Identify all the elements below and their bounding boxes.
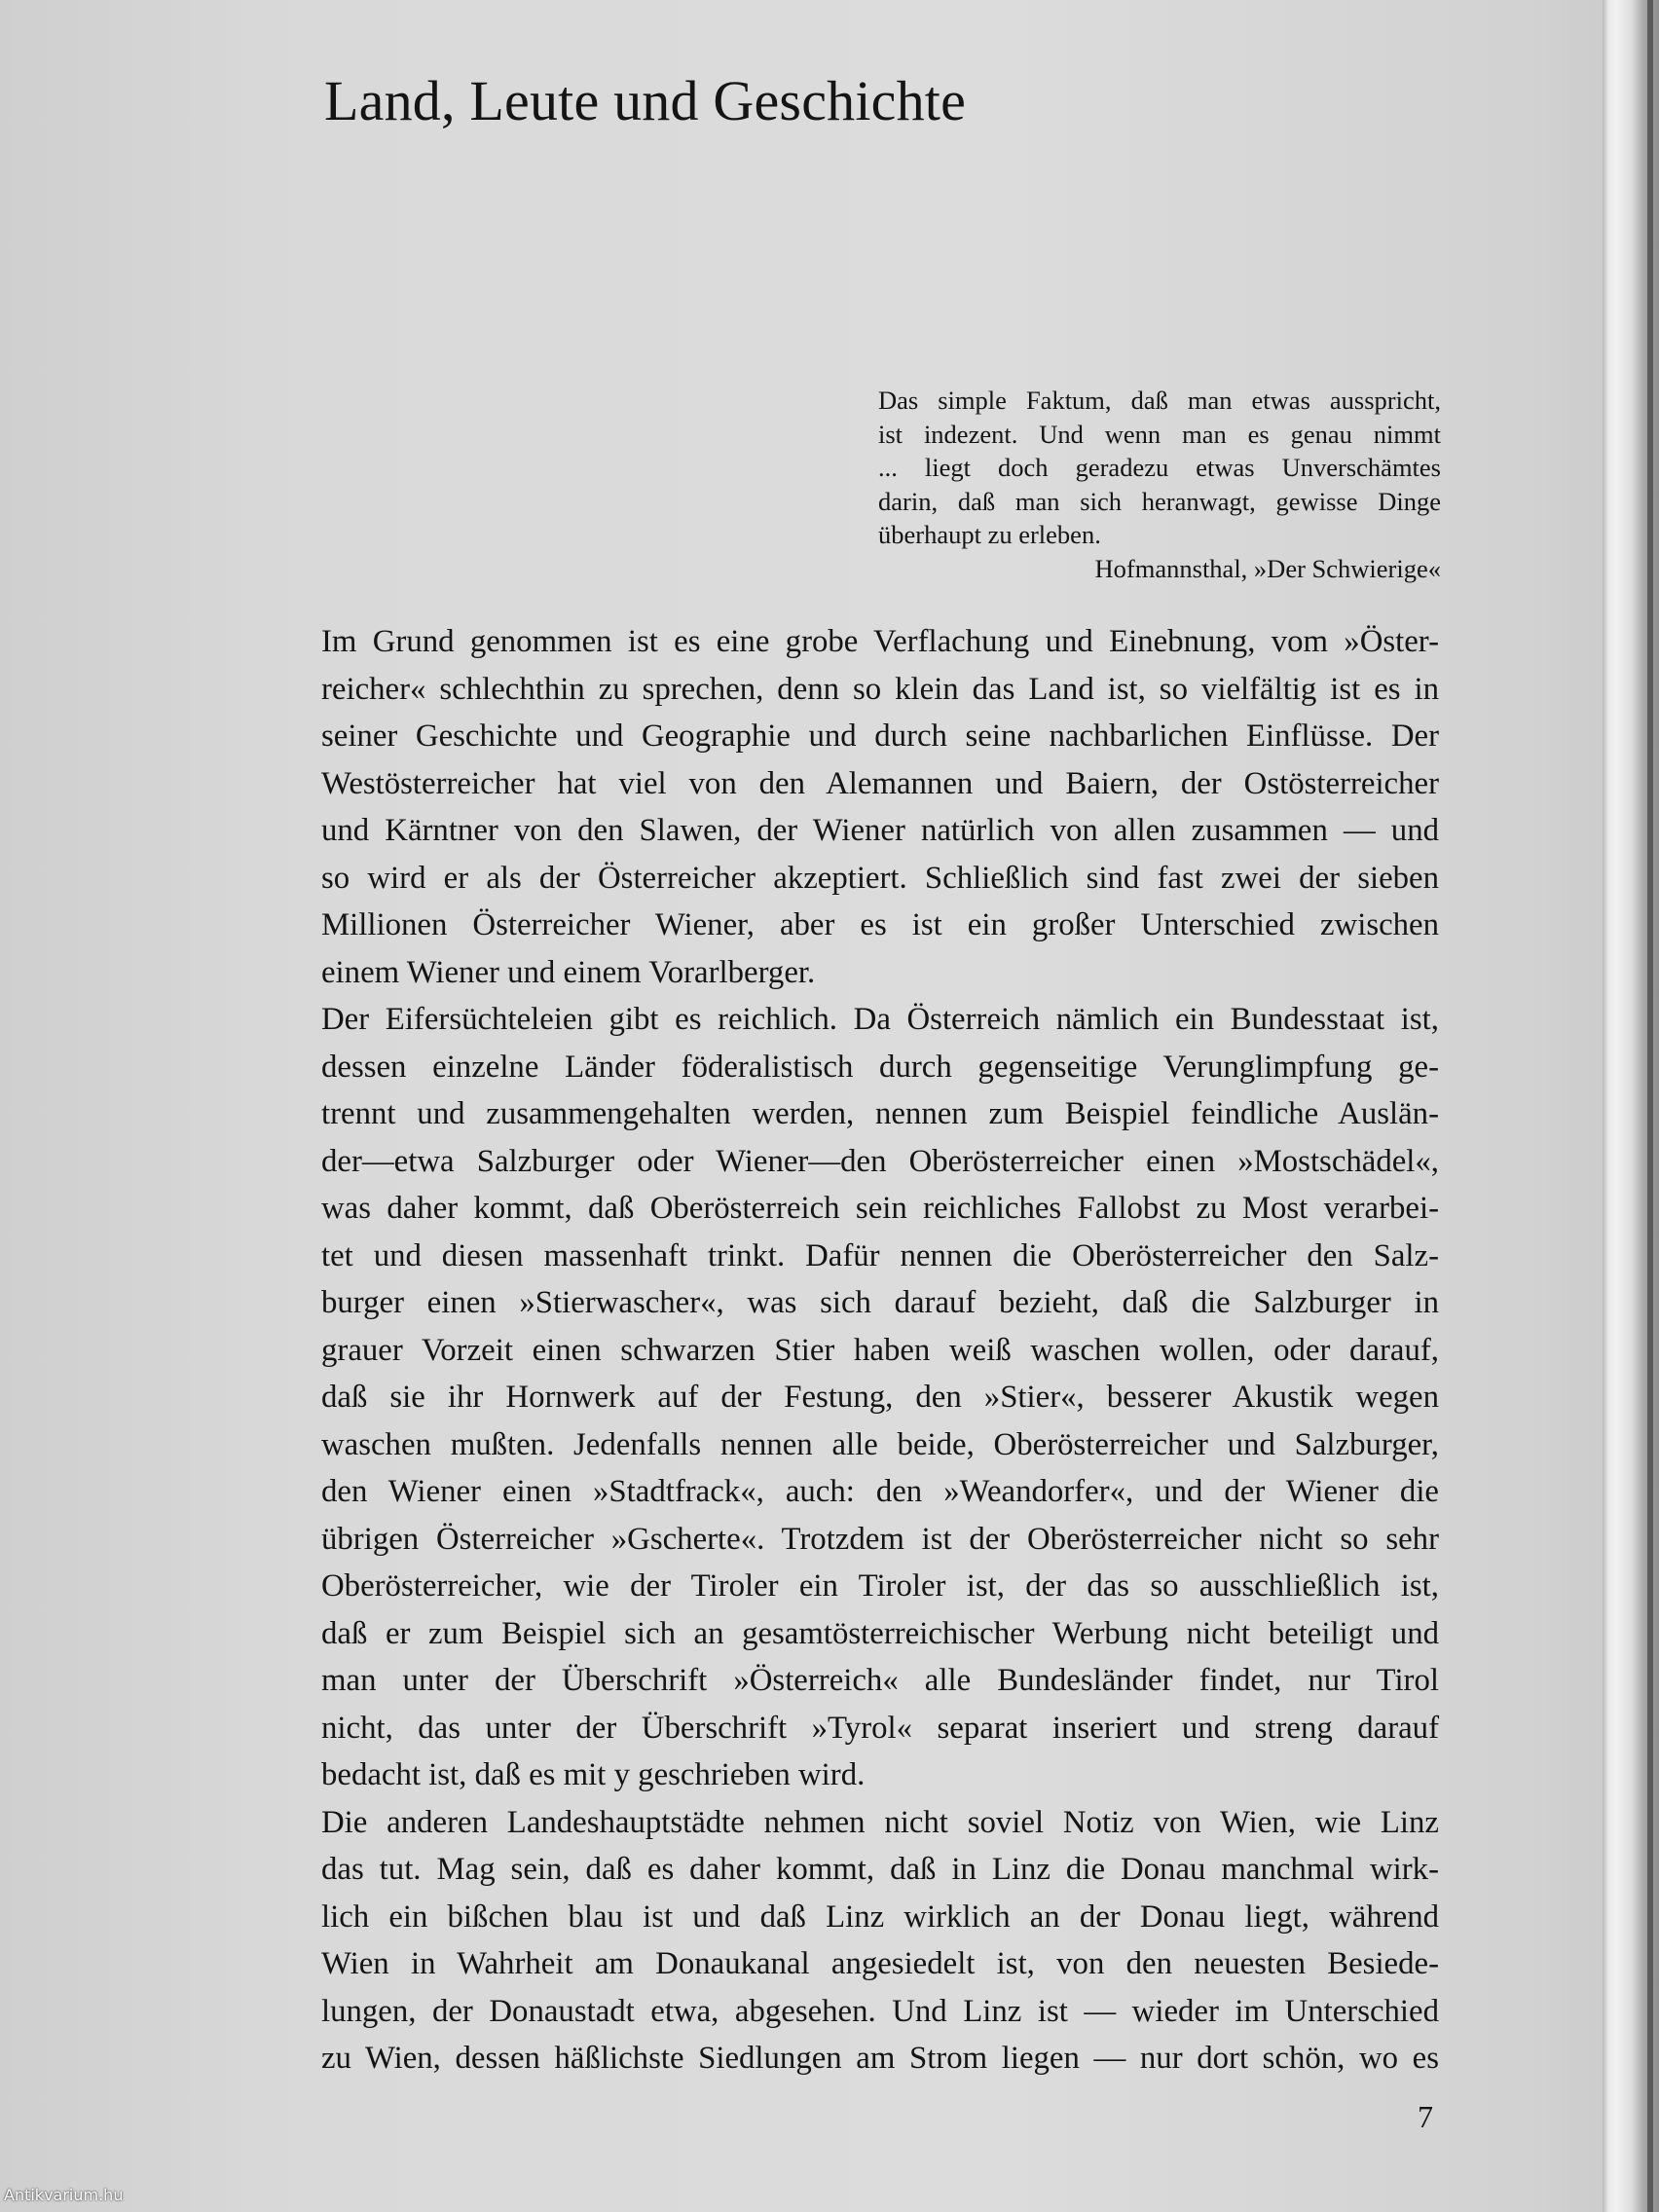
text-line: und Kärntner von den Slawen, der Wiener natürlich von allen zusammen — und — [321, 813, 1439, 848]
text-line: Die anderen Landeshauptstädte nehmen nicht soviel Notiz von Wien, wie Linz — [321, 1804, 1439, 1840]
text-line: zu Wien, dessen häßlichste Siedlungen am Strom liegen — nur dort schön, wo es — [321, 2041, 1439, 2076]
text-line: dessen einzelne Länder föderalistisch durch gegenseitige Verunglimpfung ge- — [321, 1049, 1439, 1085]
text-line: waschen mußten. Jedenfalls nennen alle beide, Oberösterreicher und Salzburger, — [321, 1426, 1439, 1462]
body-text — [321, 618, 1439, 2083]
epigraph-line: darin, daß man sich heranwagt, gewisse Dinge — [878, 486, 1441, 516]
epigraph-line: ist indezent. Und wenn man es genau nimmt — [878, 419, 1441, 449]
text-line: Millionen Österreicher Wiener, aber es ist ein großer Unterschied zwischen — [321, 907, 1439, 942]
text-line: übrigen Österreicher »Gscherte«. Trotzdem ist der Oberösterreicher nicht so sehr — [321, 1521, 1439, 1557]
text-line: trennt und zusammengehalten werden, nennen zum Beispiel feindliche Auslän- — [321, 1096, 1439, 1131]
text-line: burger einen »Stierwascher«, was sich darauf bezieht, daß die Salzburger in — [321, 1285, 1439, 1320]
text-line: den Wiener einen »Stadtfrack«, auch: den »Weandorfer«, und der Wiener die — [321, 1474, 1439, 1509]
text-line: der—etwa Salzburger oder Wiener—den Oberösterreicher einen »Mostschädel«, — [321, 1143, 1439, 1179]
page-number: 7 — [1418, 2099, 1433, 2134]
text-line: lich ein bißchen blau ist und daß Linz wirklich an der Donau liegt, während — [321, 1899, 1439, 1935]
text-line: nicht, das unter der Überschrift »Tyrol« separat inseriert und streng darauf — [321, 1710, 1439, 1746]
epigraph — [878, 384, 1441, 585]
text-line: daß sie ihr Hornwerk auf der Festung, den »Stier«, besserer Akustik wegen — [321, 1380, 1439, 1415]
paragraph — [321, 1799, 1439, 2083]
text-line: einem Wiener und einem Vorarlberger. — [321, 954, 816, 990]
text-line: reicher« schlechthin zu sprechen, denn so klein das Land ist, so vielfältig ist es in — [321, 671, 1439, 707]
text-line: bedacht ist, daß es mit y geschrieben wird. — [321, 1757, 866, 1792]
text-line: das tut. Mag sein, daß es daher kommt, daß in Linz die Donau manchmal wirk- — [321, 1852, 1439, 1887]
text-line: seiner Geschichte und Geographie und durch seine nachbarlichen Einflüsse. Der — [321, 719, 1439, 754]
text-line: grauer Vorzeit einen schwarzen Stier haben weiß waschen wollen, oder darauf, — [321, 1332, 1439, 1368]
text-line: Im Grund genommen ist es eine grobe Verflachung und Einebnung, vom »Öster- — [321, 624, 1439, 659]
text-line: Westösterreicher hat viel von den Alemannen und Baiern, der Ostösterreicher — [321, 765, 1439, 801]
chapter-title: Land, Leute und Geschichte — [324, 69, 967, 132]
text-line: Der Eifersüchteleien gibt es reichlich. Da Österreich nämlich ein Bundesstaat ist, — [321, 1002, 1439, 1037]
text-line: man unter der Überschrift »Österreich« alle Bundesländer findet, nur Tirol — [321, 1663, 1439, 1698]
text-line: Oberösterreicher, wie der Tiroler ein Tiroler ist, der das so ausschließlich ist, — [321, 1568, 1439, 1604]
text-line: tet und diesen massenhaft trinkt. Dafür nennen die Oberösterreicher den Salz- — [321, 1237, 1439, 1273]
text-line: daß er zum Beispiel sich an gesamtösterreichischer Werbung nicht beteiligt und — [321, 1615, 1439, 1651]
next-pages-edge — [1603, 0, 1659, 2212]
epigraph-line: Das simple Faktum, daß man etwas ausspricht, — [878, 386, 1441, 415]
epigraph-attribution: Hofmannsthal, »Der Schwierige« — [1094, 553, 1441, 583]
epigraph-line: ... liegt doch geradezu etwas Unverschämtes — [878, 453, 1441, 482]
paragraph — [321, 618, 1439, 996]
text-line: was daher kommt, daß Oberösterreich sein reichliches Fallobst zu Most verarbei- — [321, 1191, 1439, 1226]
text-line: lungen, der Donaustadt etwa, abgesehen. Und Linz ist — wieder im Unterschied — [321, 1993, 1439, 2029]
paragraph — [321, 996, 1439, 1799]
watermark: Antikvarium.hu — [4, 2186, 124, 2204]
text-line: Wien in Wahrheit am Donaukanal angesiedelt ist, von den neuesten Besiede- — [321, 1946, 1439, 1981]
text-line: so wird er als der Österreicher akzeptiert. Schließlich sind fast zwei der sieben — [321, 860, 1439, 896]
epigraph-line: überhaupt zu erleben. — [878, 520, 1101, 549]
